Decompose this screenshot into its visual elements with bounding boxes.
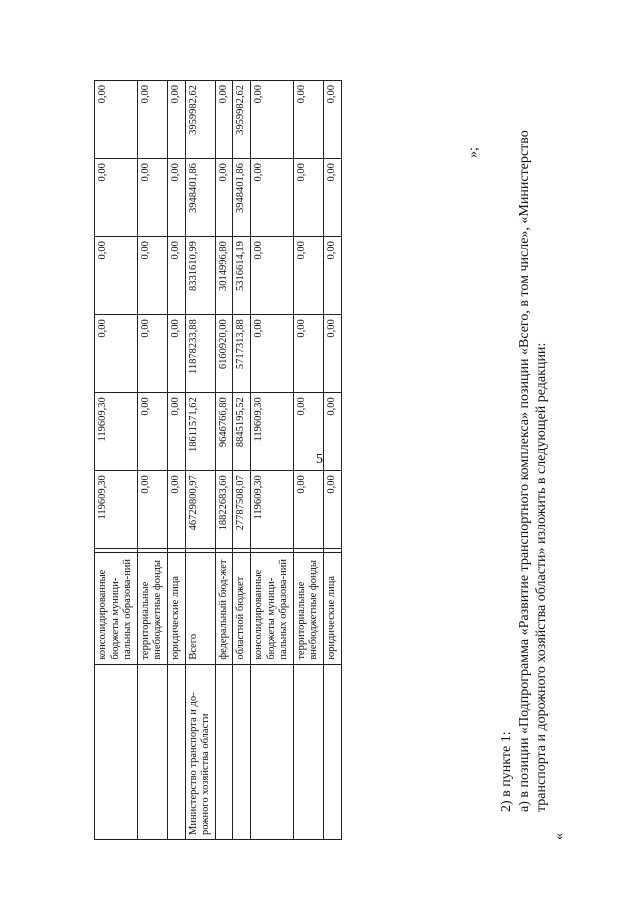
funding-source-cell: Всего <box>185 552 215 664</box>
amount-cell: 0,00 <box>293 81 323 159</box>
executor-cell <box>167 664 185 839</box>
amount-cell: 5717313,88 <box>233 315 251 393</box>
amount-cell: 0,00 <box>95 159 138 237</box>
executor-cell <box>250 664 293 839</box>
funding-source-cell: территориальные внебюджетные фонды <box>137 552 167 664</box>
amount-cell: 0,00 <box>167 315 185 393</box>
table-row <box>95 81 138 840</box>
table-row <box>293 81 323 840</box>
amount-cell: 0,00 <box>293 471 323 549</box>
executor-cell <box>293 664 323 839</box>
amount-cell: 0,00 <box>250 159 293 237</box>
column-separator <box>215 549 233 552</box>
amount-cell: 0,00 <box>323 393 341 471</box>
column-separator <box>233 549 251 552</box>
amendment-subitem-a: а) в позиции «Подпрограмма «Развитие транспортного комплекса» позиции «Всего, в том числе», «Министерство транспорта и дорожного хозяйства области» изложить в следующей редакции: <box>516 130 549 812</box>
amount-cell: 119609,30 <box>250 393 293 471</box>
amount-cell: 0,00 <box>293 393 323 471</box>
amount-cell: 18611571,62 <box>185 393 215 471</box>
amount-cell: 3959982,62 <box>185 81 215 159</box>
amount-cell: 0,00 <box>293 315 323 393</box>
amount-cell: 0,00 <box>137 471 167 549</box>
rotated-page-content <box>66 80 567 840</box>
amount-cell: 0,00 <box>137 159 167 237</box>
amendment-text <box>498 80 568 840</box>
executor-cell <box>233 664 251 839</box>
amount-cell: 11878233,88 <box>185 315 215 393</box>
column-separator <box>95 549 138 552</box>
amount-cell: 3014996,80 <box>215 237 233 315</box>
executor-cell <box>137 664 167 839</box>
amount-cell: 0,00 <box>137 315 167 393</box>
amount-cell: 0,00 <box>167 159 185 237</box>
table-row <box>137 81 167 840</box>
amount-cell: 3959982,62 <box>233 81 251 159</box>
column-separator <box>293 549 323 552</box>
amount-cell: 0,00 <box>215 81 233 159</box>
amount-cell: 0,00 <box>323 471 341 549</box>
executor-cell <box>95 664 138 839</box>
amount-cell: 18822683,60 <box>215 471 233 549</box>
amount-cell: 3948401,86 <box>233 159 251 237</box>
amount-cell: 119609,30 <box>250 471 293 549</box>
funding-source-cell: консолидированные бюджеты муници-пальных образова-ний <box>250 552 293 664</box>
executor-cell: Министерство транспорта и до-рожного хозяйства области <box>185 664 215 839</box>
amount-cell: 8845195,52 <box>233 393 251 471</box>
column-separator <box>250 549 293 552</box>
executor-cell <box>323 664 341 839</box>
amount-cell: 3948401,86 <box>185 159 215 237</box>
funding-source-cell: территориальные внебюджетные фонды <box>293 552 323 664</box>
table-row <box>233 81 251 840</box>
amount-cell: 119609,30 <box>95 393 138 471</box>
amount-cell: 0,00 <box>250 237 293 315</box>
funding-source-cell: областной бюджет <box>233 552 251 664</box>
amount-cell: 0,00 <box>167 471 185 549</box>
amount-cell: 0,00 <box>95 237 138 315</box>
opening-quote: « <box>551 833 567 840</box>
amount-cell: 0,00 <box>167 81 185 159</box>
amount-cell: 0,00 <box>95 81 138 159</box>
funding-source-cell: юридические лица <box>167 552 185 664</box>
table-row <box>215 81 233 840</box>
table-row <box>167 81 185 840</box>
closing-quote: »; <box>466 147 481 158</box>
amount-cell: 0,00 <box>137 237 167 315</box>
amount-cell: 0,00 <box>323 315 341 393</box>
amount-cell: 119609,30 <box>95 471 138 549</box>
budget-table-body <box>95 81 342 840</box>
amount-cell: 0,00 <box>137 81 167 159</box>
amount-cell: 0,00 <box>323 81 341 159</box>
amount-cell: 0,00 <box>215 159 233 237</box>
budget-table <box>94 80 342 840</box>
amount-cell: 0,00 <box>323 237 341 315</box>
amount-cell: 9646766,80 <box>215 393 233 471</box>
amount-cell: 0,00 <box>137 393 167 471</box>
column-separator <box>167 549 185 552</box>
amount-cell: 0,00 <box>167 393 185 471</box>
table-row <box>185 81 215 840</box>
table-row <box>323 81 341 840</box>
funding-source-cell: федеральный бюд-жет <box>215 552 233 664</box>
amount-cell: 5316614,19 <box>233 237 251 315</box>
amount-cell: 0,00 <box>250 315 293 393</box>
amount-cell: 0,00 <box>95 315 138 393</box>
amount-cell: 46729800,97 <box>185 471 215 549</box>
column-separator <box>323 549 341 552</box>
amendment-item-2: 2) в пункте 1: <box>499 731 514 812</box>
amount-cell: 0,00 <box>293 159 323 237</box>
amount-cell: 0,00 <box>167 237 185 315</box>
funding-source-cell: юридические лица <box>323 552 341 664</box>
executor-cell <box>215 664 233 839</box>
column-separator <box>185 549 215 552</box>
amount-cell: 6160920,00 <box>215 315 233 393</box>
column-separator <box>137 549 167 552</box>
amount-cell: 27787508,07 <box>233 471 251 549</box>
amount-cell: 0,00 <box>250 81 293 159</box>
amount-cell: 8331610,99 <box>185 237 215 315</box>
table-row <box>250 81 293 840</box>
page-number: 5 <box>316 452 323 467</box>
amount-cell: 0,00 <box>293 237 323 315</box>
amount-cell: 0,00 <box>323 159 341 237</box>
funding-source-cell: консолидированные бюджеты муници-пальных образова-ний <box>95 552 138 664</box>
